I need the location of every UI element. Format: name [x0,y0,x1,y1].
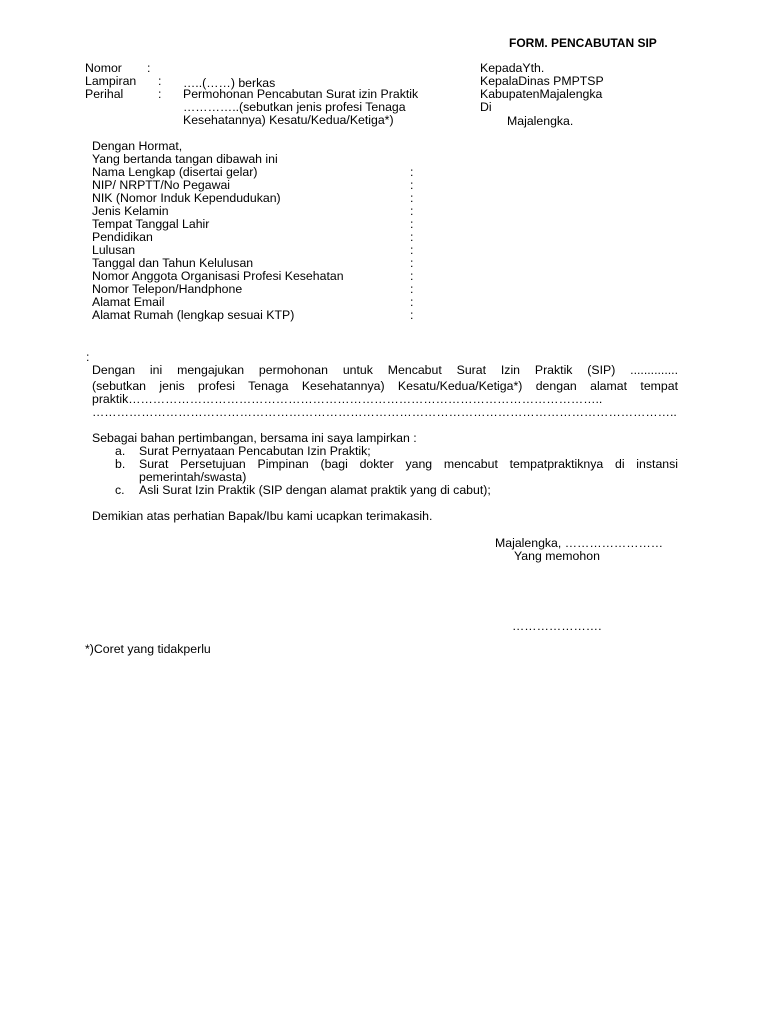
request-line-1: Dengan ini mengajukan permohonan untuk Mencabut Surat Izin Praktik (SIP) .............. [92,363,678,377]
perihal-label: Perihal [85,87,124,101]
field-colon: : [410,230,414,244]
field-label: Lulusan [92,243,136,257]
perihal-line-1: Permohonan Pencabutan Surat izin Praktik [183,87,419,101]
field-colon: : [410,282,414,296]
perihal-line-2: …………..(sebutkan jenis profesi Tenaga [183,100,406,114]
request-line-3: praktik…………………………………………………………………………………………………….. [92,392,603,406]
field-label: Nama Lengkap (disertai gelar) [92,165,258,179]
item-text: Asli Surat Izin Praktik (SIP dengan alamat praktik yang di cabut); [139,483,491,497]
lampiran-label: Lampiran [85,74,137,88]
field-colon: : [410,256,414,270]
item-marker: c. [115,483,125,497]
item-text: Surat Persetujuan Pimpinan (bagi dokter yang mencabut tempatpraktiknya di instansi [139,457,678,471]
field-label: Alamat Email [92,295,165,309]
perihal-colon: : [158,87,162,101]
nomor-label: Nomor [85,61,122,75]
attachments-intro: Sebagai bahan pertimbangan, bersama ini saya lampirkan : [92,431,417,445]
signature-line: …………………. [512,619,602,633]
field-colon: : [410,204,414,218]
closing-text: Demikian atas perhatian Bapak/Ibu kami ucapkan terimakasih. [92,509,433,523]
field-label: NIK (Nomor Induk Kependudukan) [92,191,281,205]
field-colon: : [410,191,414,205]
field-colon: : [410,165,414,179]
intro-line: Yang bertanda tangan dibawah ini [92,152,278,166]
field-colon: : [410,178,414,192]
field-label: Nomor Telepon/Handphone [92,282,243,296]
recipient-line-3: KabupatenMajalengka [480,87,603,101]
applicant-label: Yang memohon [514,549,600,563]
request-line-2: (sebutkan jenis profesi Tenaga Kesehatannya) Kesatu/Kedua/Ketiga*) dengan alamat tempat [92,379,678,393]
field-colon: : [410,269,414,283]
recipient-line-2: KepalaDinas PMPTSP [480,74,604,88]
field-row-pendidikan [92,231,422,244]
field-label: NIP/ NRPTT/No Pegawai [92,178,231,192]
field-colon: : [410,243,414,257]
field-row-alamat-rumah [92,309,422,322]
request-line-4: …………………………………………………………………………………………………………………………….. [92,405,677,419]
greeting: Dengan Hormat, [92,139,183,153]
recipient-line-5: Majalengka. [507,114,574,128]
item-marker: a. [115,444,126,458]
field-colon: : [410,295,414,309]
footnote: *)Coret yang tidakperlu [85,642,211,656]
recipient-line-4: Di [480,100,492,114]
field-label: Tempat Tanggal Lahir [92,217,210,231]
field-label: Pendidikan [92,230,153,244]
lampiran-value: …..(……) berkas [183,76,276,90]
perihal-line-3: Kesehatannya) Kesatu/Kedua/Ketiga*) [183,113,394,127]
field-label: Jenis Kelamin [92,204,169,218]
place-date: Majalengka, …………………… [495,536,664,550]
recipient-line-1: KepadaYth. [480,61,545,75]
field-label: Tanggal dan Tahun Kelulusan [92,256,254,270]
item-text-continued: pemerintah/swasta) [139,470,247,484]
form-title: FORM. PENCABUTAN SIP [509,36,657,50]
item-text: Surat Pernyataan Pencabutan Izin Praktik; [139,444,371,458]
item-marker: b. [115,457,126,471]
field-label: Alamat Rumah (lengkap sesuai KTP) [92,308,295,322]
field-label: Nomor Anggota Organisasi Profesi Kesehatan [92,269,344,283]
stray-colon: : [86,350,90,364]
field-colon: : [410,217,414,231]
lampiran-colon: : [158,74,162,88]
field-colon: : [410,308,414,322]
nomor-colon: : [147,61,151,75]
